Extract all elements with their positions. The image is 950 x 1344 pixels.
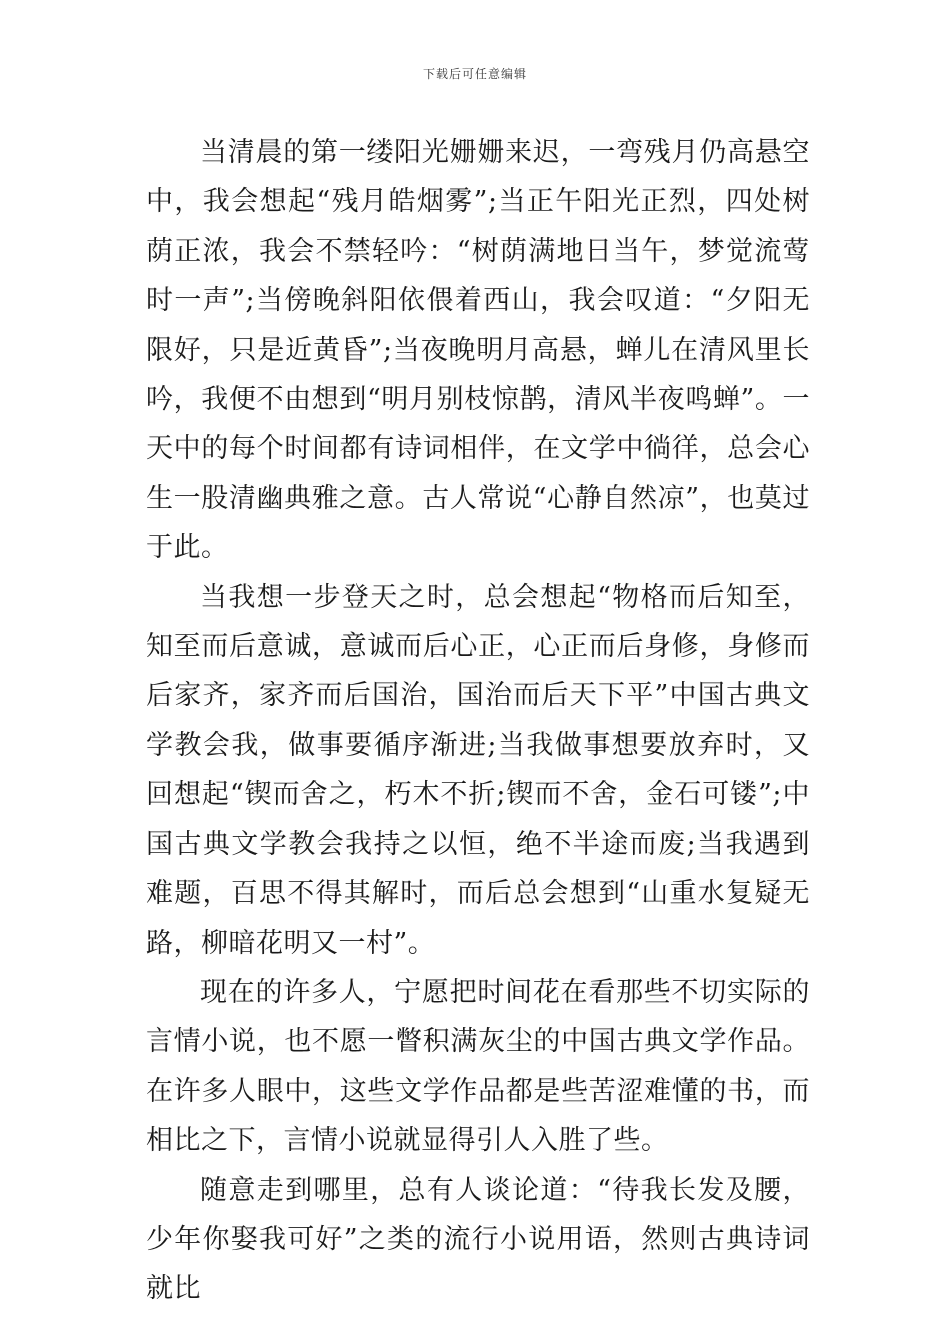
paragraph-2: 当我想一步登天之时，总会想起“物格而后知至，知至而后意诚，意诚而后心正，心正而后身修，身修而后家齐，家齐而后国治，国治而后天下平”中国古典文学教会我，做事要循序渐进;当我做事想要放弃时，又回想起“锲而舍之，朽木不折;锲而不舍，金石可镂”;中国古典文学教会我持之以恒，绝不半途而废;当我遇到难题，百思不得其解时，而后总会想到“山重水复疑无路，柳暗花明又一村”。 — [146, 581, 810, 959]
document-body — [146, 128, 810, 1314]
paragraph-1: 当清晨的第一缕阳光姗姗来迟，一弯残月仍高悬空中，我会想起“残月皓烟雾”;当正午阳光正烈，四处树荫正浓，我会不禁轻吟：“树荫满地日当午，梦觉流莺时一声”;当傍晚斜阳依偎着西山，我会叹道：“夕阳无限好，只是近黄昏”;当夜晚明月高悬，蝉儿在清风里长吟，我便不由想到“明月别枝惊鹊，清风半夜鸣蝉”。一天中的每个时间都有诗词相伴，在文学中徜徉，总会心生一股清幽典雅之意。古人常说“心静自然凉”，也莫过于此。 — [146, 137, 810, 564]
paragraph-4: 随意走到哪里，总有人谈论道：“待我长发及腰，少年你娶我可好”之类的流行小说用语，然则古典诗词就比 — [146, 1174, 810, 1305]
page-header: 下载后可任意编辑 — [422, 67, 527, 81]
paragraph-3: 现在的许多人，宁愿把时间花在看那些不切实际的言情小说，也不愿一瞥积满灰尘的中国古典文学作品。在许多人眼中，这些文学作品都是些苦涩难懂的书，而相比之下，言情小说就显得引人入胜了些。 — [146, 976, 810, 1157]
